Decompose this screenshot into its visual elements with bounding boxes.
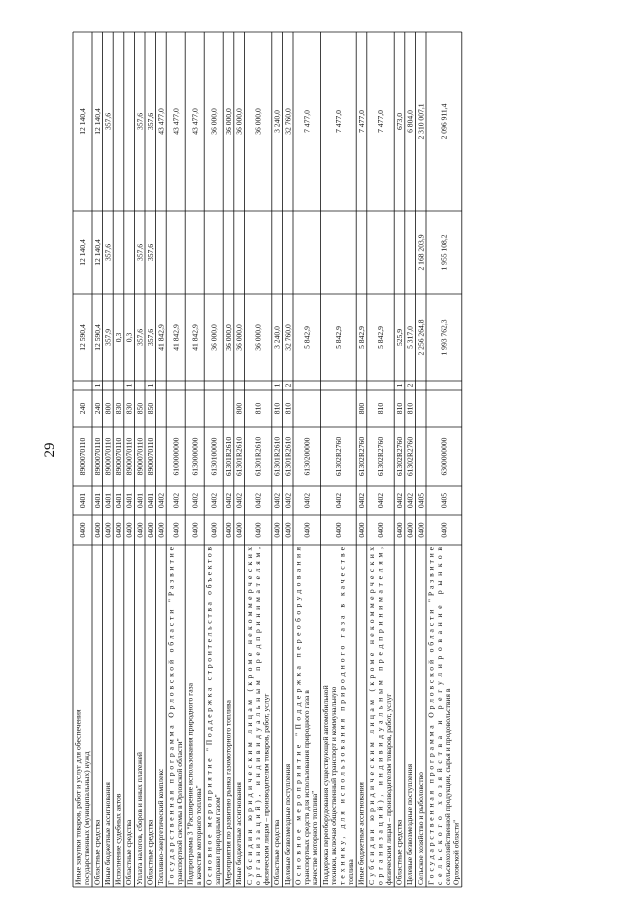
row-name-line: Иные бюджетные ассигнования (356, 782, 366, 885)
table-row (405, 110, 415, 885)
target-article-code: 61301R2610 (224, 436, 234, 477)
section-code: 0400 (92, 522, 102, 538)
table-row (114, 333, 124, 885)
target-article-code: 6130200000 (302, 437, 312, 476)
row-name-line: транспортной системы в Орловской области" (175, 738, 184, 885)
section-code: 0400 (145, 522, 155, 538)
subsection-code: 0401 (135, 492, 145, 509)
amount-year-3: 357,6 (103, 112, 113, 131)
table-row (135, 113, 145, 885)
amount-year-3: 36 000,0 (234, 108, 244, 135)
expense-type-code: 830 (124, 402, 134, 415)
amount-year-1: 36 000,0 (234, 324, 244, 351)
row-name-line: физическим лицам – производителям товаров, работ, услуг (384, 693, 393, 885)
subsection-code: 0402 (234, 492, 244, 509)
section-code: 0400 (395, 522, 405, 538)
section-code: 0400 (190, 522, 200, 538)
subsection-code: 0401 (145, 492, 155, 509)
table-row (395, 113, 405, 885)
row-name-line: Государственная программа Орловской области "Развитие (166, 547, 176, 885)
amount-year-1: 36 000,0 (224, 324, 234, 351)
amount-year-3: 36 000,0 (253, 108, 263, 135)
row-name-line: Областные средства (124, 819, 134, 885)
amount-year-1: 1 993 762,3 (439, 319, 449, 356)
amount-year-1: 5 842,9 (302, 326, 312, 349)
budget-table (73, 32, 462, 887)
target-article-code: 8900070110 (78, 437, 88, 476)
funding-source-code: 1 (92, 383, 102, 388)
table-row (293, 110, 319, 885)
subsection-code: 0405 (416, 492, 426, 509)
subsection-code: 0401 (92, 492, 102, 509)
amount-year-3: 12 140,4 (78, 108, 88, 135)
row-name-line: организаций), индивидуальным предпринимателям, (375, 546, 385, 885)
page-number: 29 (42, 442, 58, 458)
row-name-line: Областные средства (272, 819, 282, 885)
row-name-line: сельского хозяйства и регулирование рынков (434, 547, 444, 885)
amount-year-1: 2 256 264,8 (416, 319, 426, 356)
row-name-line: физическим лицам – производителям товаров, работ, услуг (261, 693, 271, 885)
subsection-code: 0402 (209, 492, 219, 509)
table-row (73, 108, 90, 885)
section-code: 0400 (283, 522, 293, 538)
target-article-code: 6130000000 (190, 437, 200, 476)
row-name-line: Подпрограмма 3 "Расширение использования природного газа (185, 682, 195, 885)
target-article-code: 6300000000 (439, 437, 449, 476)
amount-year-1: 5 317,0 (405, 326, 415, 349)
row-name-line: Областные средства (145, 819, 155, 885)
subsection-code: 0402 (333, 492, 343, 509)
row-name-line: Иные бюджетные ассигнования (103, 782, 112, 885)
target-article-code: 8900070110 (103, 437, 113, 476)
subsection-code: 0402 (224, 492, 234, 509)
amount-year-1: 12 590,4 (78, 324, 88, 351)
row-name-line: Основное мероприятие "Поддержка строительства объектов (204, 547, 214, 885)
section-code: 0400 (376, 522, 386, 538)
expense-type-code: 850 (145, 402, 155, 415)
amount-year-3: 6 804,0 (405, 110, 415, 133)
section-code: 0400 (333, 522, 343, 538)
target-article-code: 8900070110 (145, 437, 155, 476)
amount-year-2: 1 955 108,2 (439, 234, 449, 271)
expense-type-code: 800 (103, 402, 113, 415)
target-article-code: 61302R2760 (395, 436, 405, 477)
expense-type-code: 240 (78, 402, 88, 415)
expense-type-code: 800 (234, 402, 244, 415)
amount-year-3: 7 477,0 (333, 110, 343, 133)
amount-year-1: 5 842,9 (376, 326, 386, 349)
amount-year-1: 12 590,4 (92, 324, 102, 351)
amount-year-3: 43 477,0 (156, 108, 166, 135)
target-article-code: 8900070110 (124, 437, 134, 476)
section-code: 0400 (224, 522, 234, 538)
target-article-code: 8900070110 (114, 437, 124, 476)
amount-year-1: 357,9 (103, 328, 113, 347)
row-name-line: Областные средства (394, 819, 404, 885)
target-article-code: 61301R2610 (283, 436, 293, 477)
row-name-line: Государственная программа Орловской области "Развитие (426, 547, 436, 885)
row-name-line: Иные бюджетные ассигнования (234, 782, 244, 885)
amount-year-3: 7 477,0 (302, 110, 312, 133)
row-name-line: сельскохозяйственной продукции, сырья и продовольствия в (443, 688, 453, 885)
amount-year-2: 12 140,4 (78, 239, 88, 266)
row-name-line: Орловской области" (451, 819, 461, 885)
section-code: 0400 (209, 522, 219, 538)
target-article-code: 61302R2760 (357, 436, 367, 477)
expense-type-code: 800 (357, 402, 367, 415)
section-code: 0400 (78, 522, 88, 538)
target-article-code: 8900070110 (92, 437, 102, 476)
table-row (103, 113, 113, 885)
table-row (156, 108, 166, 885)
section-code: 0400 (171, 522, 181, 538)
section-code: 0400 (114, 522, 124, 538)
subsection-code: 0402 (302, 492, 312, 509)
table-row (416, 103, 426, 885)
amount-year-3: 43 477,0 (190, 108, 200, 135)
table-row (321, 110, 355, 885)
subsection-code: 0402 (171, 492, 181, 509)
subsection-code: 0401 (78, 492, 88, 509)
section-code: 0400 (439, 522, 449, 538)
amount-year-3: 36 000,0 (224, 108, 234, 135)
amount-year-1: 41 842,9 (190, 324, 200, 351)
row-name-line: организаций), индивидуальным предпринимателям, (253, 546, 263, 885)
amount-year-1: 41 842,9 (156, 324, 166, 351)
expense-type-code: 830 (114, 402, 124, 415)
funding-source-code: 1 (272, 383, 282, 388)
section-code: 0400 (253, 522, 263, 538)
table-row (426, 103, 460, 885)
subsection-code: 0402 (272, 492, 282, 509)
table-row (234, 108, 244, 885)
subsection-code: 0402 (395, 492, 405, 509)
subsection-code: 0402 (253, 492, 263, 509)
row-name-line: техники, включая общественный транспорт и коммунальную (329, 686, 339, 885)
amount-year-1: 41 842,9 (171, 324, 181, 351)
amount-year-3: 3 240,0 (272, 110, 282, 133)
amount-year-3: 357,6 (145, 112, 155, 131)
row-name-line: технику, для использования природного газа в качестве (337, 547, 347, 885)
target-article-code: 6100000000 (171, 437, 181, 476)
amount-year-2: 2 168 203,9 (416, 234, 426, 271)
table-row (367, 110, 393, 885)
subsection-code: 0401 (103, 492, 113, 509)
amount-year-1: 32 760,0 (283, 324, 293, 351)
table-row (283, 108, 293, 885)
section-code: 0400 (234, 522, 244, 538)
amount-year-1: 0,3 (124, 332, 134, 343)
target-article-code: 61302R2760 (333, 436, 343, 477)
amount-year-1: 0,3 (114, 332, 124, 343)
funding-source-code: 1 (124, 383, 134, 388)
subsection-code: 0402 (405, 492, 415, 509)
target-article-code: 8900070110 (135, 437, 145, 476)
row-name-line: Целевые безвозмездные поступления (282, 763, 292, 885)
amount-year-3: 7 477,0 (357, 110, 367, 133)
row-name-line: Целевые безвозмездные поступления (405, 763, 415, 885)
row-name-line: транспортных средств для использования природного газа в (301, 690, 311, 885)
row-name-line: качестве моторного топлива" (310, 790, 320, 885)
subsection-code: 0402 (376, 492, 386, 509)
subsection-code: 0402 (156, 492, 166, 509)
section-code: 0400 (103, 522, 113, 538)
target-article-code: 61301R2610 (272, 436, 282, 477)
section-code: 0400 (357, 522, 367, 538)
target-article-code: 61302R2760 (376, 436, 386, 477)
amount-year-1: 36 000,0 (209, 324, 219, 351)
table-row (186, 108, 203, 885)
row-name-line: Иные закупки товаров, работ и услуг для обеспечения (73, 709, 83, 885)
subsection-code: 0402 (357, 492, 367, 509)
table-row (224, 108, 234, 885)
expense-type-code: 810 (405, 402, 415, 415)
row-name-line: Поддержка переоборудования существующей автомобильной (320, 685, 330, 885)
table-row (92, 108, 102, 885)
section-code: 0400 (302, 522, 312, 538)
amount-year-1: 525,9 (395, 328, 405, 347)
row-name-line: Топливно-энергетический комплекс (156, 768, 165, 885)
funding-source-code: 1 (145, 383, 155, 388)
row-name-line: государственных (муниципальных) нужд (81, 751, 91, 885)
amount-year-3: 2 310 007,1 (416, 103, 426, 140)
row-name-line: заправки природным газом" (213, 794, 222, 885)
amount-year-3: 357,6 (135, 112, 145, 131)
row-name-line: Основное мероприятие "Поддержка переоборудования (293, 547, 303, 885)
amount-year-3: 12 140,4 (92, 108, 102, 135)
section-code: 0400 (124, 522, 134, 538)
amount-year-1: 5 842,9 (333, 326, 343, 349)
expense-type-code: 810 (272, 402, 282, 415)
amount-year-3: 36 000,0 (209, 108, 219, 135)
subsection-code: 0402 (283, 492, 293, 509)
amount-year-1: 5 842,9 (357, 326, 367, 349)
amount-year-1: 357,6 (135, 328, 145, 347)
subsection-code: 0401 (114, 492, 124, 509)
row-name-line: Областные средства (92, 819, 102, 885)
subsection-code: 0402 (190, 492, 200, 509)
row-name-line: Уплата налогов, сборов и иных платежей (134, 752, 144, 885)
target-article-code: 6130100000 (209, 437, 219, 476)
row-name-line: Сельское хозяйство и рыболовство (415, 772, 425, 885)
subsection-code: 0401 (124, 492, 134, 509)
target-article-code: 61301R2610 (234, 436, 244, 477)
funding-source-code: 2 (283, 383, 293, 388)
table-row (205, 108, 222, 885)
expense-type-code: 810 (395, 402, 405, 415)
expense-type-code: 810 (283, 402, 293, 415)
row-name-line: в качестве моторного топлива" (194, 785, 203, 885)
table-row (124, 333, 134, 885)
amount-year-3: 673,0 (395, 112, 405, 131)
amount-year-1: 3 240,0 (272, 326, 282, 349)
amount-year-1: 36 000,0 (253, 324, 263, 351)
table-row (145, 113, 155, 885)
target-article-code: 61301R2610 (253, 436, 263, 477)
row-name-line: Исполнение судебных актов (113, 793, 123, 885)
table-row (245, 108, 271, 885)
expense-type-code: 850 (135, 402, 145, 415)
section-code: 0400 (272, 522, 282, 538)
amount-year-1: 357,6 (145, 328, 155, 347)
row-name-line: Мероприятия по развитию рынка газомоторного топлива (223, 700, 233, 885)
row-name-line: Субсидии юридическим лицам (кроме некоммерческих (367, 547, 377, 885)
table-row (272, 110, 282, 885)
section-code: 0400 (156, 522, 166, 538)
section-code: 0400 (416, 522, 426, 538)
amount-year-3: 2 096 911,4 (439, 103, 449, 140)
row-name-line: Субсидии юридическим лицам (кроме некоммерческих (244, 547, 254, 885)
target-article-code: 61302R2760 (405, 436, 415, 477)
expense-type-code: 810 (376, 402, 386, 415)
amount-year-3: 43 477,0 (171, 108, 181, 135)
amount-year-2: 12 140,4 (92, 239, 102, 266)
table-row (357, 110, 367, 885)
section-code: 0400 (405, 522, 415, 538)
funding-source-code: 1 (395, 383, 405, 388)
amount-year-3: 7 477,0 (376, 110, 386, 133)
amount-year-2: 357,6 (135, 243, 145, 262)
amount-year-2: 357,6 (145, 243, 155, 262)
table-row (167, 108, 184, 885)
amount-year-3: 32 760,0 (283, 108, 293, 135)
expense-type-code: 810 (253, 402, 263, 415)
amount-year-2: 357,6 (103, 243, 113, 262)
row-name-line: топлива (346, 859, 355, 885)
section-code: 0400 (135, 522, 145, 538)
funding-source-code: 2 (405, 383, 415, 388)
expense-type-code: 240 (92, 402, 102, 415)
subsection-code: 0405 (439, 492, 449, 509)
